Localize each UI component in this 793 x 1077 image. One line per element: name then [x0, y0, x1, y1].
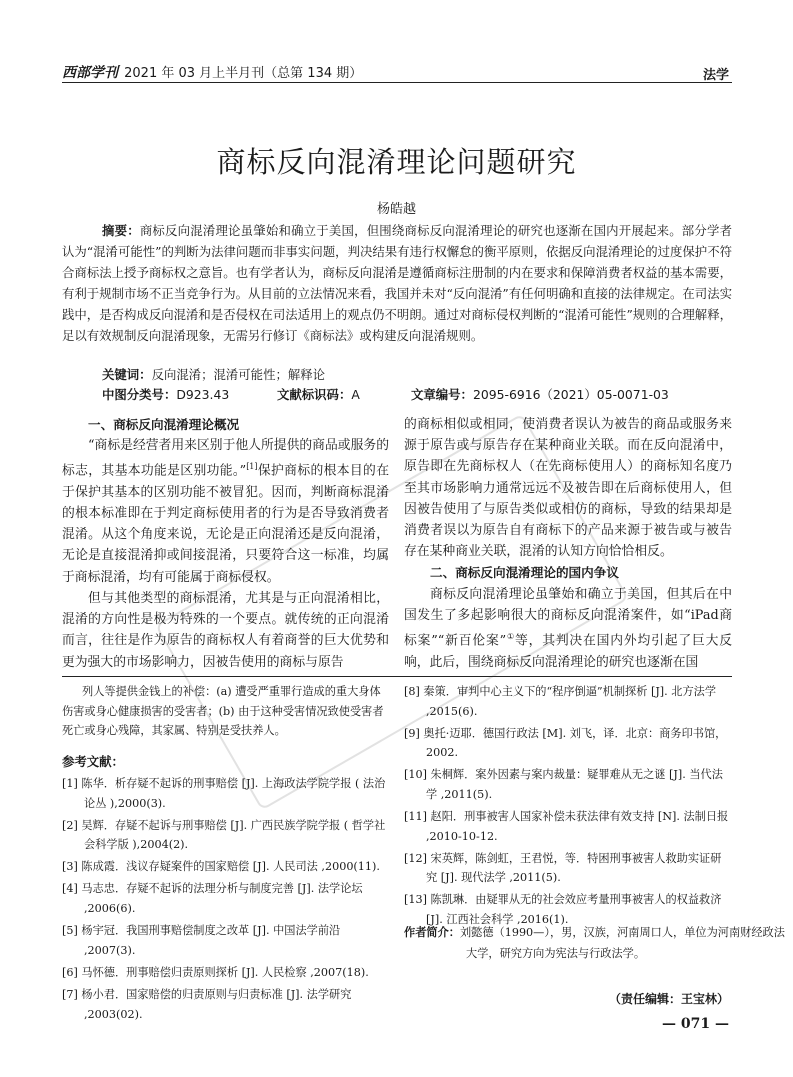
paragraph: 的商标相似或相同，使消费者误认为被告的商品或服务来源于原告或与原告存在某种商业关联。而在反向混淆中，原告即在先商标权人（在先商标使用人）的商标知名度乃至其市场影响力通常远远不及被告即在后商标使用人，但因被告使用了与原告类似或相仿的商标，导致的结果却是消费者误以为原告自有商标下的产品来源于被告或与被告存在某种商业关联，混淆的认知方向恰恰相反。	[404, 417, 732, 560]
reference-list-right	[404, 682, 732, 932]
paragraph: “商标是经营者用来区别于他人所提供的商品或服务的标志，其基本功能是区别功能。”[1]保护商标的根本目的在于保护其基本的区别功能不被冒犯。因而，判断商标混淆的根本标准即在于判定商标使用者的行为是否导致消费者混淆。从这个角度来说，无论是正向混淆还是反向混淆，无论是直接混淆抑或间接混淆，只要符合这一标准，均属于商标混淆，均有可能属于商标侵权。	[62, 438, 389, 585]
section-heading-1: 一、商标反向混淆理论概况	[88, 417, 240, 432]
article-title: 商标反向混淆理论问题研究	[216, 145, 577, 179]
reference-item: [11] 赵阳．刑事被害人国家补偿未获法律有效支持 [N]. 法制日报 ,2010-10-12.	[404, 810, 729, 843]
section-label: 法学	[702, 68, 729, 83]
paragraph: 但与其他类型的商标混淆，尤其是与正向混淆相比，混淆的方向性是极为特殊的一个要点。就传统的正向混淆而言，往往是作为原告的商标权人有着商誉的巨大优势和更为强大的市场影响力，因被告使用的商标与原告	[62, 590, 389, 670]
page-number: — 071 —	[662, 1016, 729, 1032]
reference-item: [3] 陈成霞．浅议存疑案件的国家赔偿 [J]. 人民司法 ,2000(11).	[62, 860, 380, 874]
header-rule	[62, 82, 732, 83]
doc-code: 文献标识码：A	[277, 387, 360, 402]
citation-ref: [1]	[246, 462, 258, 472]
abstract-label: 摘要：	[102, 223, 140, 238]
reference-item: [8] 秦策．审判中心主义下的“程序倒逼”机制探析 [J]. 北方法学 ,2015(6).	[404, 685, 717, 718]
reference-item: [2] 吴辉．存疑不起诉与刑事赔偿 [J]. 广西民族学院学报 ( 哲学社会科学版 ),2004(2).	[62, 818, 386, 852]
paragraph: 商标反向混淆理论虽肇始和确立于美国，但其后在中国发生了多起影响很大的商标反向混淆案件，如“iPad商标案”“新百伦案”①等，其判决在国内外均引起了巨大反响，此后，围绕商标反向混淆理论的研究也逐渐在国	[404, 586, 733, 670]
clc-number: 中图分类号：D923.43	[102, 387, 230, 402]
responsible-editor: （责任编辑：王宝林）	[608, 992, 729, 1006]
body-column-left	[62, 414, 389, 673]
reference-item: [1] 陈华．析存疑不起诉的刑事赔偿 [J]. 上海政法学院学报 ( 法治论丛 ),2000(3).	[62, 777, 386, 810]
journal-logo: 西部学刊	[62, 65, 118, 81]
keywords	[102, 365, 325, 383]
body-column-right	[404, 414, 732, 673]
abstract	[62, 220, 732, 346]
previous-article-continuation: 列人等提供金钱上的补偿：(a) 遭受严重罪行造成的重大身体伤害或身心健康损害的受害者；(b) 由于这种受害情况致使受害者死亡或身心残障，其家属、特别是受扶养人。	[62, 685, 384, 738]
article-number: 文章编号：2095-6916（2021）05-0071-03	[411, 387, 669, 402]
section-heading-2: 二、商标反向混淆理论的国内争议	[430, 565, 619, 581]
issue-info: 2021 年 03 月上半月刊（总第 134 期）	[124, 66, 363, 81]
reference-item: [12] 宋英辉，陈剑虹，王君悦，等．特困刑事被害人救助实证研究 [J]. 现代法学 ,2011(5).	[404, 851, 722, 885]
author-bio-label: 作者简介：	[404, 926, 460, 939]
reference-item: [10] 朱桐辉．案外因素与案内裁量：疑罪难从无之谜 [J]. 当代法学 ,2011(5).	[404, 768, 723, 801]
keywords-label: 关键词：	[102, 367, 152, 382]
reference-item: [5] 杨宇冠．我国刑事赔偿制度之改革 [J]. 中国法学前沿 ,2007(3).	[62, 924, 341, 957]
section-divider	[62, 676, 732, 677]
reference-item: [9] 奥托·迈耶．德国行政法 [M]. 刘飞，译．北京：商务印书馆，2002.	[404, 726, 727, 760]
reference-item: [4] 马志忠．存疑不起诉的法理分析与制度完善 [J]. 法学论坛 ,2006(6).	[62, 882, 363, 916]
reference-item: [6] 马怀德．刑事赔偿归责原则探析 [J]. 人民检察 ,2007(18).	[62, 965, 369, 979]
running-header	[62, 62, 362, 82]
article-author: 杨皓越	[376, 202, 416, 217]
reference-list-left	[62, 774, 389, 1027]
author-bio	[404, 922, 793, 964]
reference-item: [13] 陈凯琳．由疑罪从无的社会效应考量刑事被害人的权益救济 [J]. 江西社会科学 ,2016(1).	[404, 893, 722, 927]
references-title: 参考文献：	[62, 754, 124, 769]
keywords-text: 反向混淆；混淆可能性；解释论	[151, 367, 326, 382]
footnote-marker: ①	[506, 632, 515, 642]
reference-item: [7] 杨小君．国家赔偿的归责原则与归责标准 [J]. 法学研究 ,2003(02).	[62, 987, 352, 1021]
abstract-text: 商标反向混淆理论虽肇始和确立于美国，但围绕商标反向混淆理论的研究也逐渐在国内开展起来。部分学者认为“混淆可能性”的判断为法律问题而非事实问题，判决结果有违行权懈怠的衡平原则，依据反向混淆理论的过度保护不符合商标法上授予商标权之意旨。也有学者认为，商标反向混淆是遵循商标注册制的内在要求和保障消费者权益的基本需要，有利于规制市场不正当竞争行为。从目前的立法情况来看，我国并未对“反向混淆”有任何明确和直接的法律规定。在司法实践中，是否构成反向混淆和是否侵权在司法适用上的观点仍不明朗。通过对商标侵权判断的“混淆可能性”规则的合理解释，足以有效规制反向混淆现象，无需另行修订《商标法》或构建反向混淆规则。	[62, 223, 733, 343]
author-bio-text: 刘懿德（1990—），男，汉族，河南周口人，单位为河南财经政法大学，研究方向为宪法与行政法学。	[459, 926, 785, 960]
